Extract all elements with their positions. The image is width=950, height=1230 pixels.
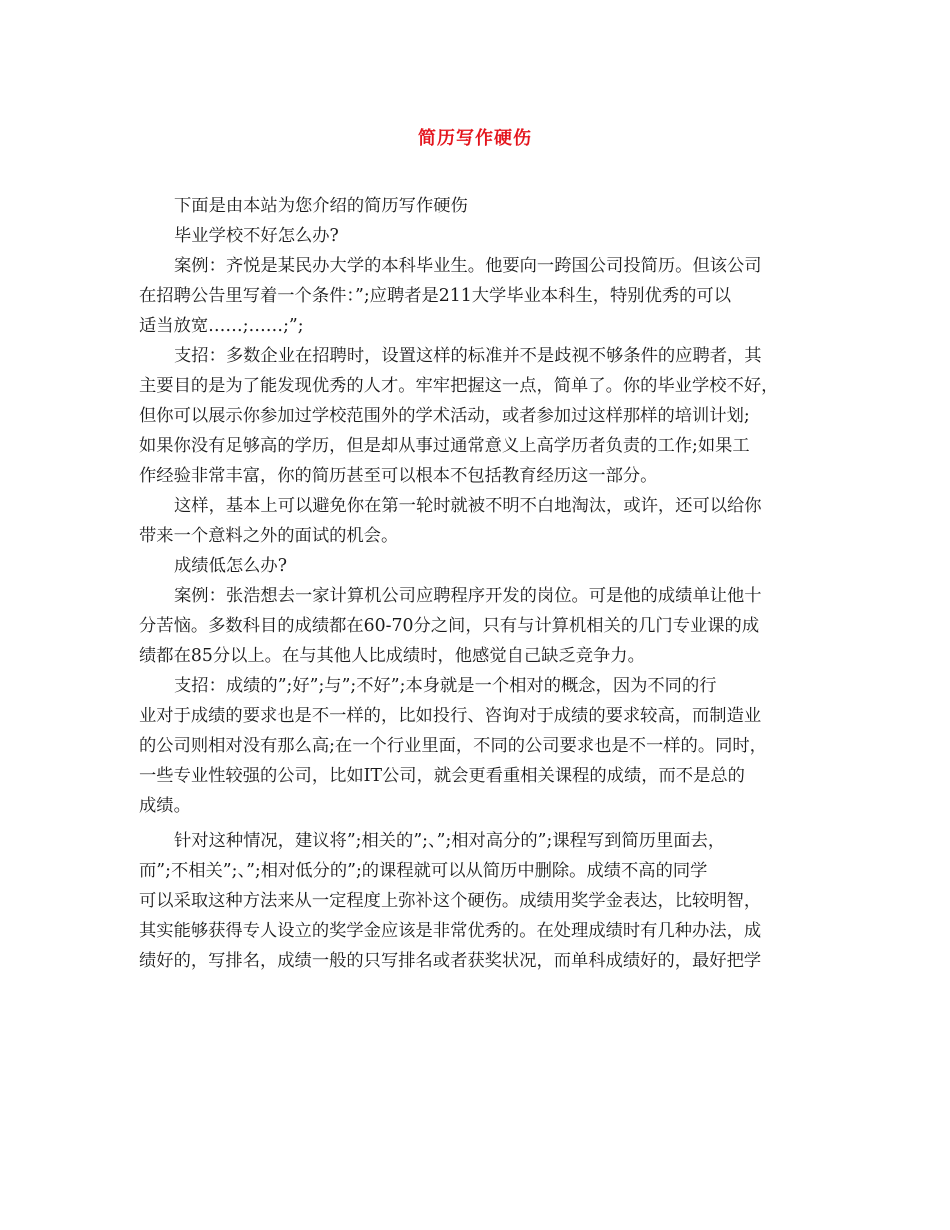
text-line: 但你可以展示你参加过学校范围外的学术活动，或者参加过这样那样的培训计划; [139, 406, 750, 426]
text-line: 如果你没有足够高的学历，但是却从事过通常意义上高学历者负责的工作;如果工 [139, 436, 750, 456]
text-line: 主要目的是为了能发现优秀的人才。牢牢把握这一点，简单了。你的毕业学校不好， [139, 376, 779, 396]
text-line: 支招：成绩的”;好”;与”;不好”;本身就是一个相对的概念，因为不同的行 [174, 676, 717, 696]
text-line: 一些专业性较强的公司，比如IT公司，就会更看重相关课程的成绩，而不是总的 [139, 766, 745, 786]
text-line: 绩好的，写排名，成绩一般的只写排名或者获奖状况，而单科成绩好的，最好把学 [139, 951, 762, 971]
text-line: 而”;不相关”;、”;相对低分的”;的课程就可以从简历中删除。成绩不高的同学 [139, 861, 708, 881]
text-line: 的公司则相对没有那么高;在一个行业里面，不同的公司要求也是不一样的。同时， [139, 736, 767, 756]
document-body [139, 191, 815, 976]
text-line: 作经验非常丰富，你的简历甚至可以根本不包括教育经历这一部分。 [139, 466, 658, 486]
text-line: 绩都在85分以上。在与其他人比成绩时，他感觉自己缺乏竞争力。 [139, 646, 645, 666]
text-line: 适当放宽……;……;”; [139, 316, 304, 336]
text-line: 案例：齐悦是某民办大学的本科毕业生。他要向一跨国公司投简历。但该公司 [174, 256, 762, 276]
text-line: 案例：张浩想去一家计算机公司应聘程序开发的岗位。可是他的成绩单让他十 [174, 586, 762, 606]
text-line: 支招：多数企业在招聘时，设置这样的标准并不是歧视不够条件的应聘者，其 [174, 346, 762, 366]
text-line: 业对于成绩的要求也是不一样的，比如投行、咨询对于成绩的要求较高，而制造业 [139, 706, 762, 726]
text-line: 可以采取这种方法来从一定程度上弥补这个硬伤。成绩用奖学金表达，比较明智， [139, 891, 762, 911]
text-line: 其实能够获得专人设立的奖学金应该是非常优秀的。在处理成绩时有几种办法，成 [139, 921, 762, 941]
document-title: 简历写作硬伤 [418, 128, 532, 149]
text-line: 下面是由本站为您介绍的简历写作硬伤 [174, 196, 468, 216]
text-line: 成绩。 [139, 796, 191, 816]
text-line: 分苦恼。多数科目的成绩都在60-70分之间，只有与计算机相关的几门专业课的成 [139, 616, 760, 636]
text-line: 这样，基本上可以避免你在第一轮时就被不明不白地淘汰，或许，还可以给你 [174, 496, 762, 516]
text-line: 成绩低怎么办? [174, 556, 287, 576]
text-line: 带来一个意料之外的面试的机会。 [139, 526, 399, 546]
text-line: 针对这种情况，建议将”;相关的”;、”;相对高分的”;课程写到简历里面去， [174, 831, 726, 851]
text-line: 在招聘公告里写着一个条件：”;应聘者是211大学毕业本科生，特别优秀的可以 [139, 286, 731, 306]
text-line: 毕业学校不好怎么办? [174, 226, 339, 246]
